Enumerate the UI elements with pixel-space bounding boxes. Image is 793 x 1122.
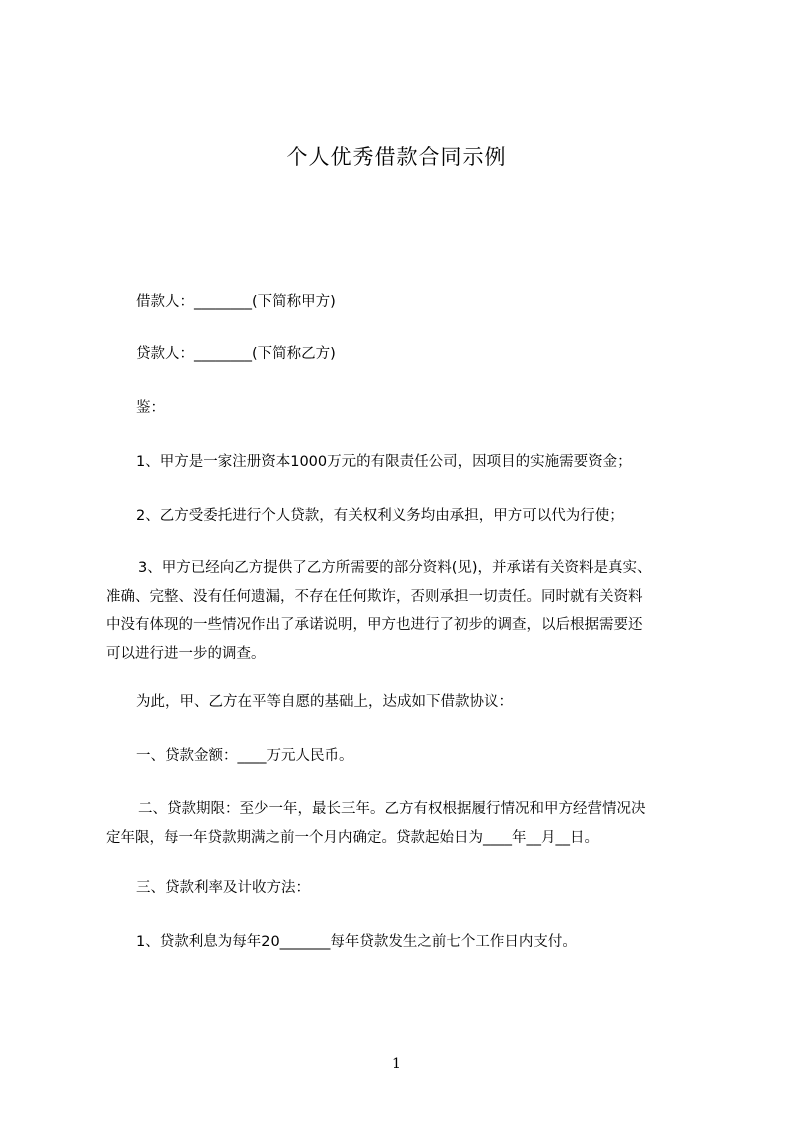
agreement-intro: 为此，甲、乙方在平等自愿的基础上，达成如下借款协议： xyxy=(136,694,513,710)
whereas-item-3-line-1: 3、甲方已经向乙方提供了乙方所需要的部分资料(见)，并承诺有关资料是真实、 xyxy=(138,560,652,576)
lender-line: 贷款人：________(下简称乙方) xyxy=(136,346,336,362)
whereas-item-1: 1、甲方是一家注册资本1000万元的有限责任公司，因项目的实施需要资金； xyxy=(136,454,632,470)
whereas-item-3-line-2: 准确、完整、没有任何遗漏，不存在任何欺诈，否则承担一切责任。同时就有关资料 xyxy=(106,588,643,605)
section-1-loan-amount: 一、贷款金额：____万元人民币。 xyxy=(136,748,354,764)
section-3-interest-rate: 三、贷款利率及计收方法： xyxy=(136,880,310,896)
whereas-item-3-line-3: 中没有体现的一些情况作出了承诺说明，甲方也进行了初步的调查，以后根据需要还 xyxy=(106,617,643,633)
section-2-line-1: 二、贷款期限：至少一年，最长三年。乙方有权根据履行情况和甲方经营情况决 xyxy=(138,801,646,817)
section-2-line-2: 定年限，每一年贷款期满之前一个月内确定。贷款起始日为____年__月__日。 xyxy=(106,829,599,846)
document-title: 个人优秀借款合同示例 xyxy=(286,145,507,169)
borrower-line: 借款人：________(下简称甲方) xyxy=(136,294,336,310)
whereas-item-3 xyxy=(106,554,701,668)
whereas-heading: 鉴： xyxy=(136,400,165,416)
whereas-item-2: 2、乙方受委托进行个人贷款，有关权利义务均由承担，甲方可以代为行使； xyxy=(136,508,624,524)
section-3-item-1: 1、贷款利息为每年20_______每年贷款发生之前七个工作日内支付。 xyxy=(136,934,577,950)
whereas-item-3-line-4: 可以进行进一步的调查。 xyxy=(106,645,266,662)
page-number: 1 xyxy=(392,1056,401,1072)
section-2-loan-term xyxy=(106,795,701,852)
